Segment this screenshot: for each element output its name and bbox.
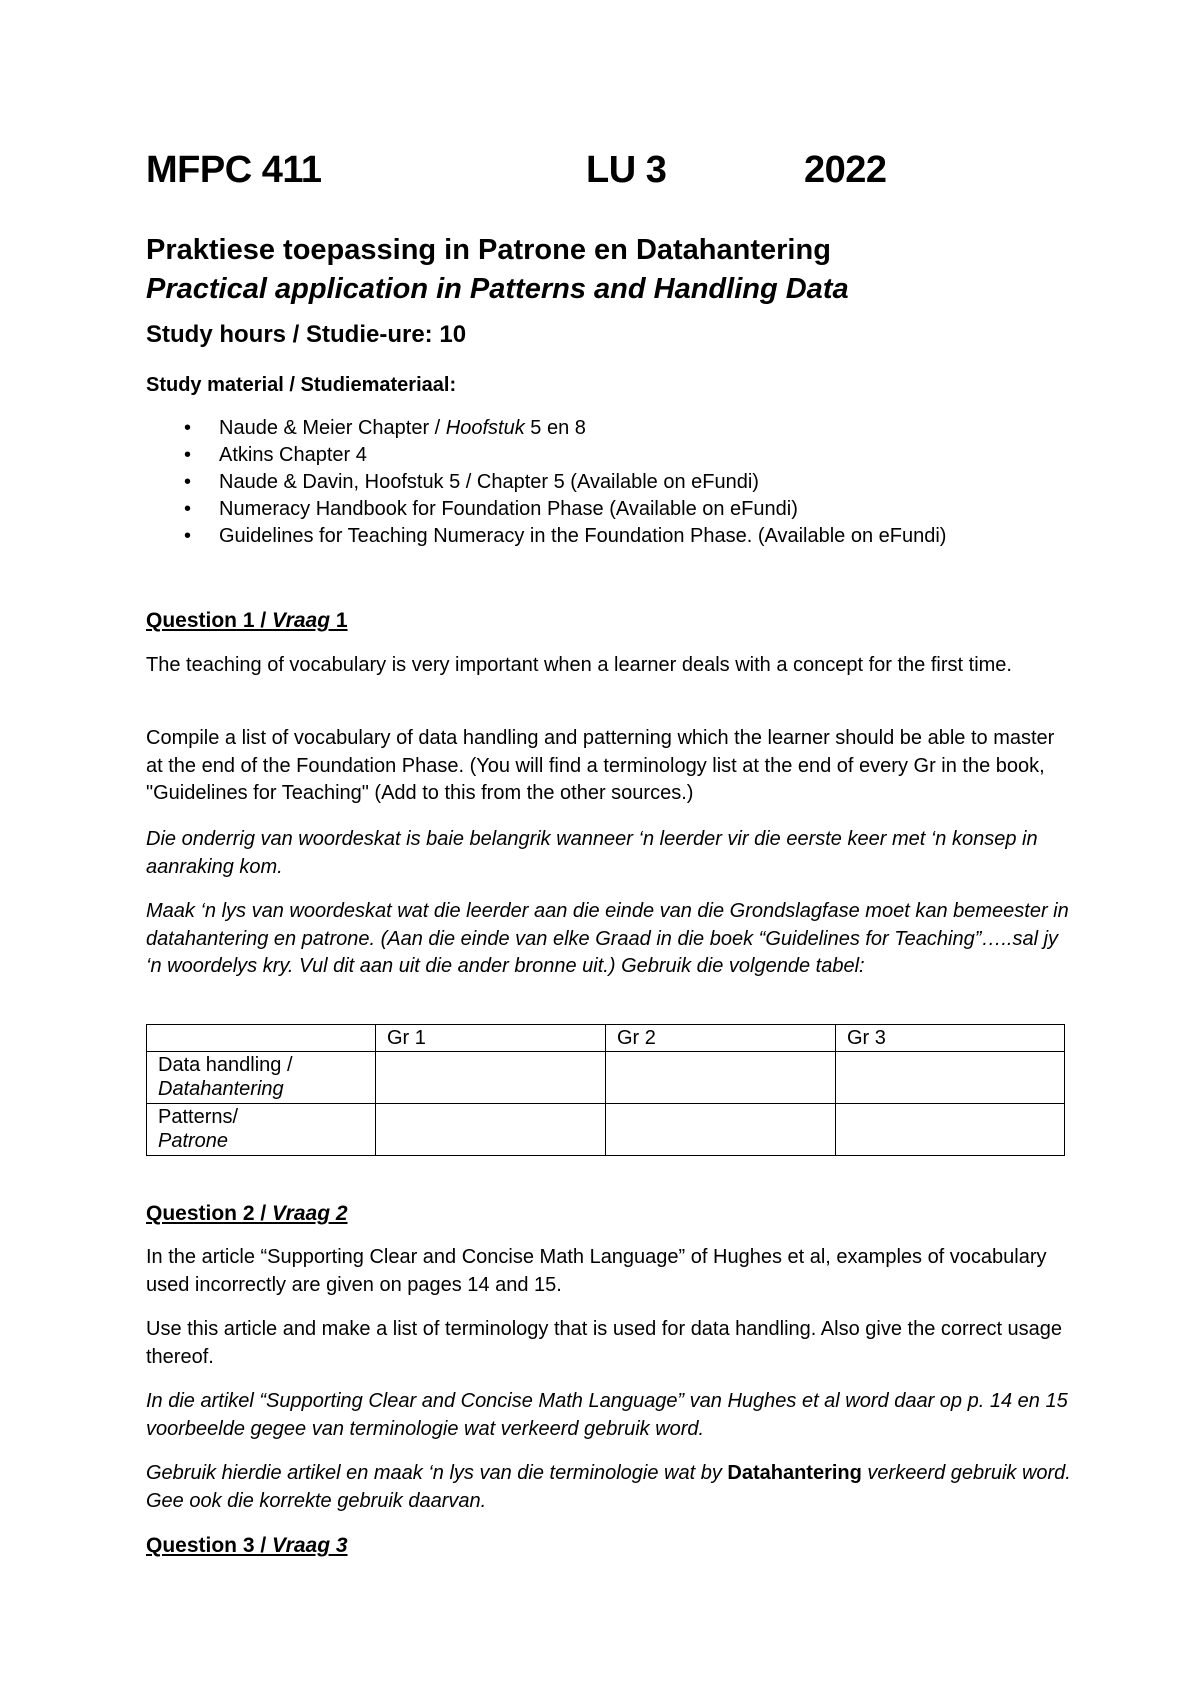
study-hours: Study hours / Studie-ure: 10 bbox=[146, 321, 467, 348]
list-item: • Numeracy Handbook for Foundation Phase (Available on eFundi) bbox=[146, 496, 946, 523]
course-code: MFPC 411 bbox=[146, 149, 322, 191]
bullet-icon: • bbox=[184, 471, 192, 493]
q1-paragraph-2: Compile a list of vocabulary of data handling and patterning which the learner should be able to master at the end of the Foundation Phase. (You will find a terminology list at the end of every Gr in the book, "Guidelines for Teaching" (Add to this from the other sources.) bbox=[146, 727, 1055, 804]
row-label-data-handling: Data handling / Datahantering bbox=[147, 1052, 376, 1104]
learning-unit: LU 3 bbox=[586, 149, 667, 191]
table-cell bbox=[606, 1052, 836, 1104]
list-item: • Atkins Chapter 4 bbox=[146, 442, 946, 469]
table-cell bbox=[376, 1104, 606, 1156]
bullet-icon: • bbox=[184, 444, 192, 466]
q1-paragraph-1: The teaching of vocabulary is very important when a learner deals with a concept for the first time. bbox=[146, 654, 1012, 676]
question-1-heading: Question 1 / Vraag 1 bbox=[146, 609, 348, 632]
table-row bbox=[147, 1052, 1065, 1104]
title-english: Practical application in Patterns and Handling Data bbox=[146, 273, 849, 305]
table-cell bbox=[836, 1052, 1065, 1104]
table-cell bbox=[147, 1025, 376, 1052]
year: 2022 bbox=[804, 149, 887, 191]
table-header-row bbox=[147, 1025, 1065, 1052]
table-row bbox=[147, 1104, 1065, 1156]
question-3-heading: Question 3 / Vraag 3 bbox=[146, 1534, 348, 1557]
bullet-icon: • bbox=[184, 525, 192, 547]
q2-paragraph-3: In die artikel “Supporting Clear and Concise Math Language” van Hughes et al word daar op p. 14 en 15 voorbeelde gegee van terminologie wat verkeerd gebruik word. bbox=[146, 1390, 1068, 1440]
table-header-gr3: Gr 3 bbox=[836, 1025, 1065, 1052]
q2-paragraph-4: Gebruik hierdie artikel en maak ‘n lys van die terminologie wat by Datahantering verkeerd gebruik word. Gee ook die korrekte gebruik daarvan. bbox=[146, 1462, 1071, 1512]
table-cell bbox=[376, 1052, 606, 1104]
row-label-patterns: Patterns/ Patrone bbox=[147, 1104, 376, 1156]
study-material-list bbox=[146, 415, 946, 550]
list-item: • Naude & Davin, Hoofstuk 5 / Chapter 5 (Available on eFundi) bbox=[146, 469, 946, 496]
bullet-icon: • bbox=[184, 498, 192, 520]
q2-paragraph-2: Use this article and make a list of terminology that is used for data handling. Also give the correct usage thereof. bbox=[146, 1318, 1063, 1368]
list-item: • Naude & Meier Chapter / Hoofstuk 5 en 8 bbox=[146, 415, 946, 442]
question-2-heading: Question 2 / Vraag 2 bbox=[146, 1202, 348, 1225]
bullet-icon: • bbox=[184, 417, 192, 439]
table-cell bbox=[836, 1104, 1065, 1156]
list-item: • Guidelines for Teaching Numeracy in the Foundation Phase. (Available on eFundi) bbox=[146, 523, 946, 550]
vocabulary-table bbox=[146, 1024, 1065, 1156]
title-afrikaans: Praktiese toepassing in Patrone en Datahantering bbox=[146, 234, 831, 266]
table-header-gr2: Gr 2 bbox=[606, 1025, 836, 1052]
q1-paragraph-4: Maak ‘n lys van woordeskat wat die leerder aan die einde van die Grondslagfase moet kan bemeester in datahantering en patrone. (Aan die einde van elke Graad in die boek “Guidelines for Teaching”…..sal jy ‘n woordelys kry. Vul dit aan uit die ander bronne uit.) Gebruik die volgende tabel: bbox=[146, 900, 1069, 977]
table-header-gr1: Gr 1 bbox=[376, 1025, 606, 1052]
study-material-heading: Study material / Studiemateriaal: bbox=[146, 374, 457, 396]
table-cell bbox=[606, 1104, 836, 1156]
q2-paragraph-1: In the article “Supporting Clear and Concise Math Language” of Hughes et al, examples of vocabulary used incorrectly are given on pages 14 and 15. bbox=[146, 1246, 1047, 1296]
q1-paragraph-3: Die onderrig van woordeskat is baie belangrik wanneer ‘n leerder vir die eerste keer met ‘n konsep in aanraking kom. bbox=[146, 828, 1038, 878]
